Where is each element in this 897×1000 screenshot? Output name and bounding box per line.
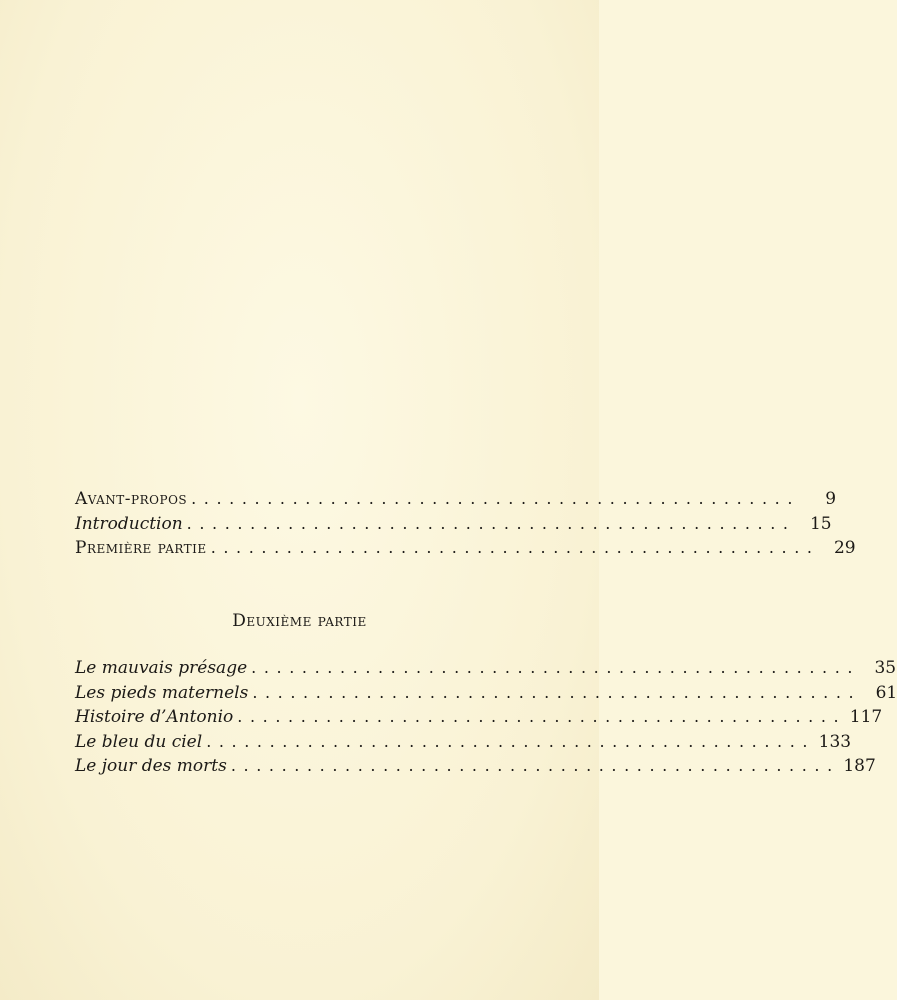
table-of-contents-front xyxy=(75,489,856,563)
toc-entry-histoire-antonio[interactable] xyxy=(75,707,883,732)
toc-entry-page: 35 xyxy=(874,658,897,678)
dot-leader: ................................................ xyxy=(186,513,796,533)
dot-leader: ................................................ xyxy=(210,538,820,557)
dot-leader: ................................................ xyxy=(230,756,840,775)
toc-entry-jour-des-morts[interactable] xyxy=(75,756,876,781)
table-of-contents-part-two xyxy=(75,658,897,781)
toc-entry-avant-propos[interactable] xyxy=(75,489,837,514)
toc-entry-introduction[interactable] xyxy=(75,513,832,539)
dot-leader: ................................................ xyxy=(191,489,801,508)
dot-leader: ................................................ xyxy=(237,707,847,726)
toc-entry-page: 29 xyxy=(833,538,856,558)
toc-entry-premiere-partie[interactable] xyxy=(75,538,856,563)
toc-entry-page: 15 xyxy=(809,513,832,534)
toc-entry-title: Le jour des morts xyxy=(75,756,227,776)
toc-entry-title: Le mauvais présage xyxy=(75,658,248,678)
toc-entry-title: Introduction xyxy=(75,513,183,534)
toc-entry-title: Le bleu du ciel xyxy=(75,731,203,752)
toc-entry-page: 9 xyxy=(825,489,837,509)
toc-entry-title: Les pieds maternels xyxy=(75,682,249,703)
toc-entry-page: 187 xyxy=(843,756,876,776)
toc-entry-mauvais-presage[interactable] xyxy=(75,658,897,683)
toc-entry-title: Première partie xyxy=(75,538,207,558)
dot-leader: ................................................ xyxy=(251,658,861,677)
toc-entry-page: 133 xyxy=(818,731,852,752)
toc-entry-title: Histoire d’Antonio xyxy=(75,707,234,727)
toc-entry-title: Avant-propos xyxy=(75,489,188,509)
dot-leader: ................................................ xyxy=(206,731,816,751)
section-heading-deuxieme-partie: Deuxième partie xyxy=(232,611,367,631)
toc-entry-page: 61 xyxy=(875,682,897,703)
dot-leader: ................................................ xyxy=(252,682,862,702)
toc-entry-page: 117 xyxy=(849,707,883,727)
toc-entry-bleu-du-ciel[interactable] xyxy=(75,731,852,757)
toc-entry-pieds-maternels[interactable] xyxy=(75,682,897,708)
